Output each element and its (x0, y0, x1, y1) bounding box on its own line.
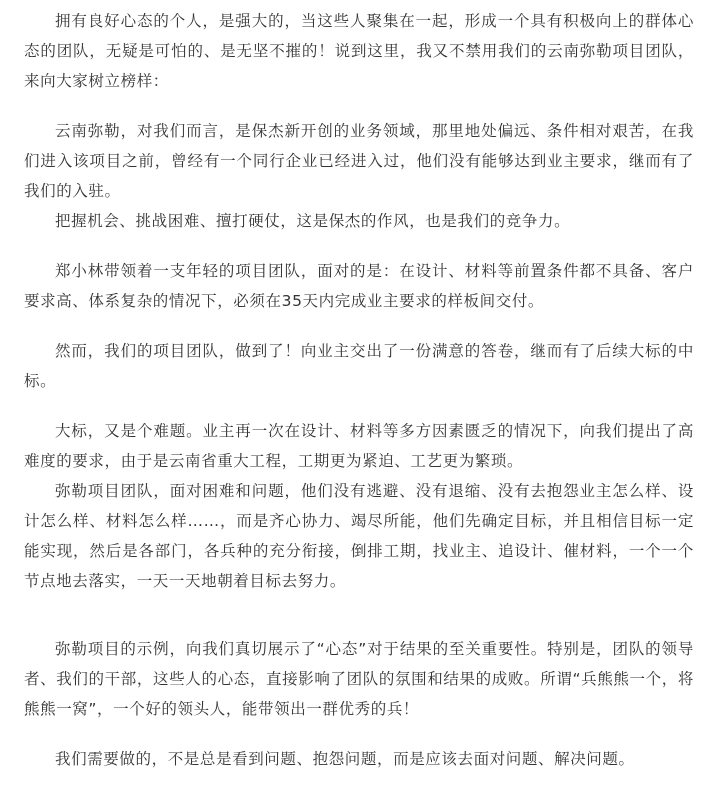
paragraph-4: 郑小林带领着一支年轻的项目团队，面对的是：在设计、材料等前置条件都不具备、客户要求高、体系复杂的情况下，必须在35天内完成业主要求的样板间交付。 (24, 262, 694, 310)
paragraph-2: 云南弥勒，对我们而言，是保杰新开创的业务领域，那里地处偏远、条件相对艰苦，在我们进入该项目之前，曾经有一个同行企业已经进入过，他们没有能够达到业主要求，继而有了我们的入驻。 (24, 122, 694, 200)
paragraph-7: 弥勒项目团队，面对困难和问题，他们没有逃避、没有退缩、没有去抱怨业主怎么样、设计怎么样、材料怎么样……，而是齐心协力、竭尽所能，他们先确定目标，并且相信目标一定能实现，然后是各部门，各兵种的充分衔接，倒排工期，找业主、追设计、催材料，一个一个节点地去落实，一天一天地朝着目标去努力。 (24, 482, 694, 590)
article-body (24, 0, 694, 774)
paragraph-6: 大标，又是个难题。业主再一次在设计、材料等多方因素匮乏的情况下，向我们提出了高难度的要求，由于是云南省重大工程，工期更为紧迫、工艺更为繁琐。 (24, 422, 694, 470)
paragraph-3: 把握机会、挑战困难、擅打硬仗，这是保杰的作风，也是我们的竞争力。 (55, 212, 571, 230)
paragraph-9: 我们需要做的，不是总是看到问题、抱怨问题，而是应该去面对问题、解决问题。 (55, 750, 635, 768)
paragraph-1: 拥有良好心态的个人，是强大的，当这些人聚集在一起，形成一个具有积极向上的群体心态的团队，无疑是可怕的、是无坚不摧的！说到这里，我又不禁用我们的云南弥勒项目团队，来向大家树立榜样： (24, 12, 694, 90)
paragraph-8: 弥勒项目的示例，向我们真切展示了“心态”对于结果的至关重要性。特别是，团队的领导者、我们的干部，这些人的心态，直接影响了团队的氛围和结果的成败。所谓“兵熊熊一个，将熊熊一窝”，一个好的领头人，能带领出一群优秀的兵！ (24, 640, 694, 718)
paragraph-5: 然而，我们的项目团队，做到了！向业主交出了一份满意的答卷，继而有了后续大标的中标。 (24, 342, 694, 390)
